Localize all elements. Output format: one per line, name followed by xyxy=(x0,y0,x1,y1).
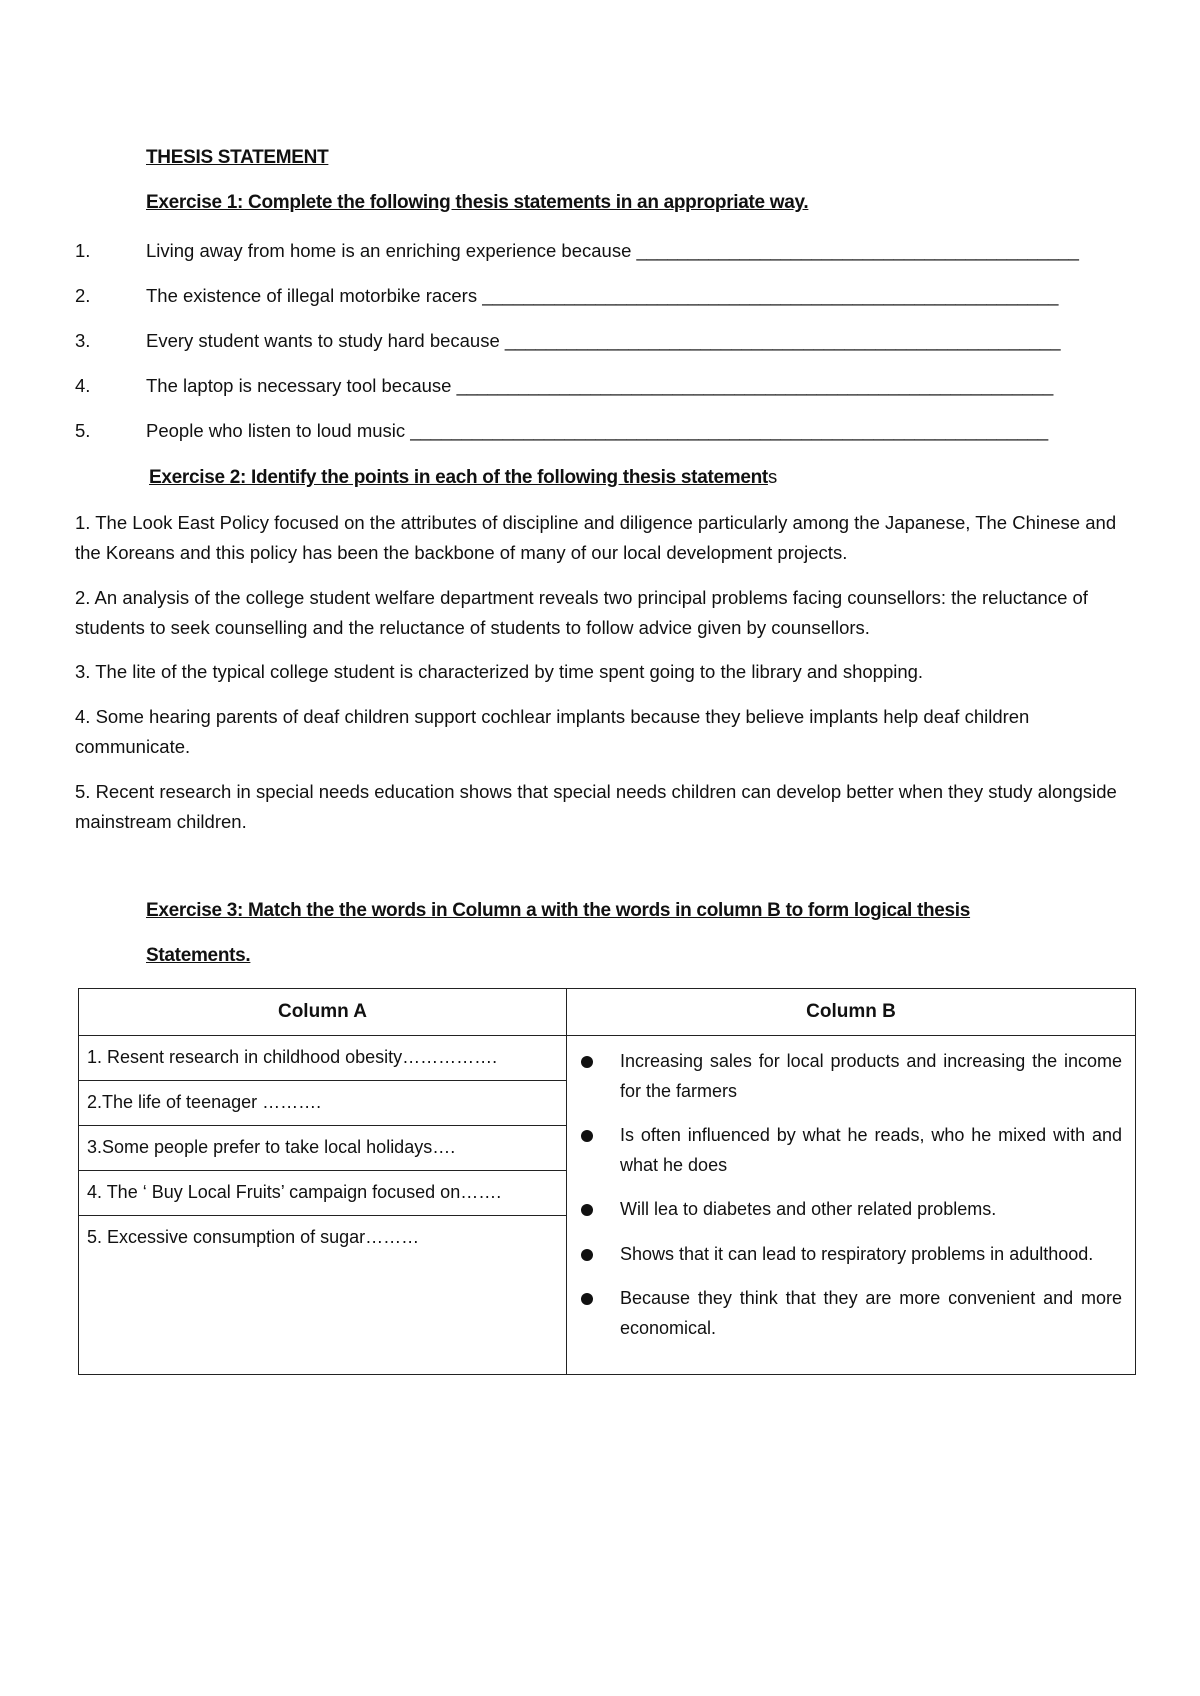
column-b-list xyxy=(568,1037,1134,1351)
bullet-icon xyxy=(581,1204,593,1216)
bullet-icon xyxy=(581,1293,593,1305)
exercise2-item: 2. An analysis of the college student welfare department reveals two principal problems facing counsellors: the reluctance of students to seek counselling and the reluctance of students to follow advice given by counsellors. xyxy=(75,587,1088,638)
item-number: 4. xyxy=(75,375,91,396)
table-row xyxy=(79,1036,1136,1081)
column-b-item xyxy=(568,1195,1122,1225)
column-b-item-text: Because they think that they are more convenient and more economical. xyxy=(620,1288,1122,1338)
column-a-item: 1. Resent research in childhood obesity……………. xyxy=(79,1036,567,1081)
column-a-item: 4. The ‘ Buy Local Fruits’ campaign focused on……. xyxy=(79,1171,567,1216)
bullet-icon xyxy=(581,1249,593,1261)
exercise2-item: 3. The lite of the typical college student is characterized by time spent going to the library and shopping. xyxy=(75,661,924,682)
exercise2-heading-suffix: s xyxy=(767,466,778,487)
exercise3-heading-line2: Statements. xyxy=(146,945,251,966)
column-b-item-text: Is often influenced by what he reads, who he mixed with and what he does xyxy=(620,1125,1122,1175)
item-text: Living away from home is an enriching experience because ___________________________________________ xyxy=(146,240,1079,261)
column-b-cell xyxy=(567,1036,1136,1375)
item-number: 5. xyxy=(75,420,91,441)
exercise1-heading: Exercise 1: Complete the following thesis statements in an appropriate way. xyxy=(146,192,809,213)
exercise3-heading: Exercise 3: Match the the words in Column a with the words in column B to form logical thesis xyxy=(146,900,971,921)
column-a-header: Column A xyxy=(79,989,567,1036)
matching-table xyxy=(78,988,1136,1375)
exercise2-heading-line xyxy=(149,466,777,489)
item-text: People who listen to loud music ______________________________________________________________ xyxy=(146,420,1049,441)
item-number: 1. xyxy=(75,240,91,261)
table-header-row xyxy=(79,989,1136,1036)
column-b-item-text: Shows that it can lead to respiratory problems in adulthood. xyxy=(620,1243,1094,1264)
bullet-icon xyxy=(581,1056,593,1068)
exercise2-item: 5. Recent research in special needs education shows that special needs children can develop better when they study alongside mainstream children. xyxy=(75,781,1117,832)
page-title: THESIS STATEMENT xyxy=(146,147,329,168)
item-number: 3. xyxy=(75,330,91,351)
column-b-item xyxy=(568,1121,1122,1180)
column-b-item-text: Increasing sales for local products and increasing the income for the farmers xyxy=(620,1051,1122,1101)
item-text: The existence of illegal motorbike racers ________________________________________________________ xyxy=(146,285,1059,306)
exercise2-heading: Exercise 2: Identify the points in each of the following thesis statement xyxy=(149,467,768,488)
column-a-item: 5. Excessive consumption of sugar……… xyxy=(79,1216,567,1375)
exercise2-item: 4. Some hearing parents of deaf children support cochlear implants because they believe implants help deaf children communicate. xyxy=(75,706,1030,757)
column-b-item-text: Will lea to diabetes and other related problems. xyxy=(620,1199,997,1219)
column-b-item xyxy=(568,1047,1122,1106)
column-b-item xyxy=(568,1240,1122,1270)
item-text: Every student wants to study hard because ______________________________________________________ xyxy=(146,330,1061,351)
column-a-item: 2.The life of teenager ………. xyxy=(79,1081,567,1126)
item-number: 2. xyxy=(75,285,91,306)
column-a-item: 3.Some people prefer to take local holidays…. xyxy=(79,1126,567,1171)
column-b-header: Column B xyxy=(567,989,1136,1036)
exercise2-item: 1. The Look East Policy focused on the attributes of discipline and diligence particularly among the Japanese, The Chinese and the Koreans and this policy has been the backbone of many of our local development projects. xyxy=(75,512,1117,563)
bullet-icon xyxy=(581,1130,593,1142)
column-b-item xyxy=(568,1284,1122,1343)
item-text: The laptop is necessary tool because __________________________________________________________ xyxy=(146,375,1054,396)
